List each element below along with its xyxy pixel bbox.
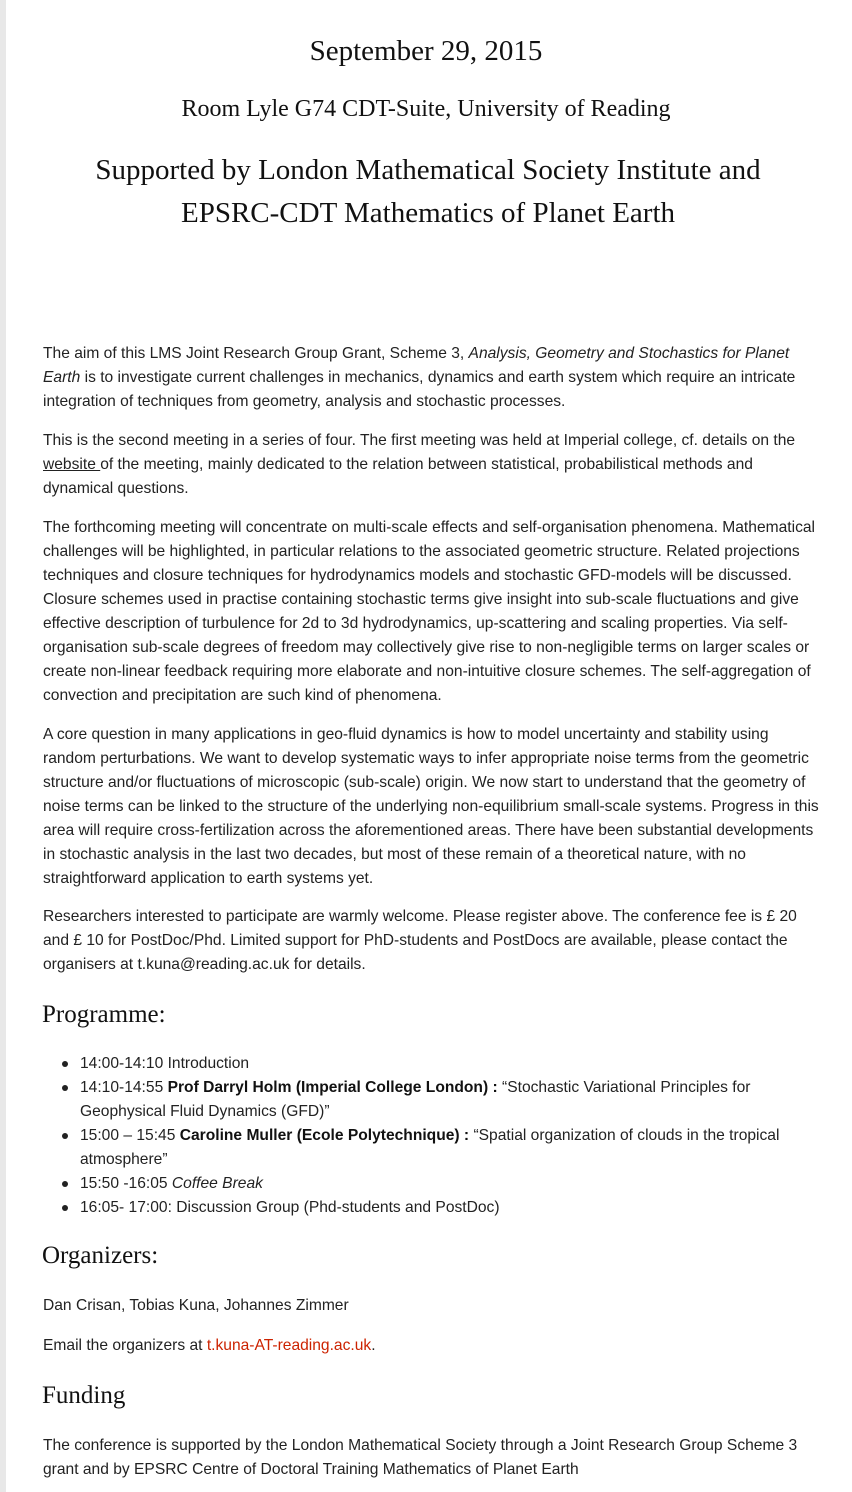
bullet-icon: [62, 1181, 68, 1187]
programme-text: Introduction: [167, 1055, 250, 1072]
programme-item: [43, 1196, 819, 1220]
event-room: Room Lyle G74 CDT-Suite, University of Reading: [181, 96, 671, 122]
website-link[interactable]: website: [43, 456, 101, 473]
programme-time: 15:00 – 15:45: [80, 1127, 180, 1144]
aim-text-start: The aim of this LMS Joint Research Group Grant, Scheme 3,: [43, 345, 469, 362]
programme-time: 16:05- 17:00:: [80, 1199, 177, 1216]
forthcoming-text: The forthcoming meeting will concentrate on multi-scale effects and self-organisation phenomena. Mathematical challenges will be highlighted, in particular relations to the associated geometric structure. Related projections techniques and closure techniques for hydrodynamics models and stochastic GFD-models will be discussed. Closure schemes used in practise containing stochastic terms give insight into sub-scale fluctuations and give effective description of turbulence for 2d to 3d hydrodynamics, up-scattering and scaling properties. Via self-organisation sub-scale degrees of freedom may collectively give rise to non-negligible terms on larger scales or create non-linear feedback requiring more elaborate and non-intuitive closure schemes. The self-aggregation of convection and precipitation are such kind of phenomena.: [43, 519, 816, 704]
email-prefix: Email the organizers at: [43, 1337, 207, 1354]
programme-speaker: Prof Darryl Holm (Imperial College London) :: [167, 1079, 498, 1096]
bullet-icon: [62, 1061, 68, 1067]
grant-title: Analysis, Geometry and Stochastics for Planet Earth: [43, 345, 790, 386]
organizers-names: Dan Crisan, Tobias Kuna, Johannes Zimmer: [43, 1297, 349, 1314]
left-margin-rule: [0, 0, 6, 1492]
intro-paragraph-series: [43, 429, 819, 501]
programme-time: 14:00-14:10: [80, 1055, 168, 1072]
programme-speaker: Caroline Muller (Ecole Polytechnique) :: [179, 1127, 470, 1144]
programme-text: Discussion Group (Phd-students and PostDoc): [176, 1199, 500, 1216]
intro-paragraph-core-question: [43, 723, 819, 891]
support-statement: [50, 149, 806, 235]
funding-text: The conference is supported by the London Mathematical Society through a Joint Research Group Scheme 3 grant and by EPSRC Centre of Doctoral Training Mathematics of Planet Earth: [43, 1437, 798, 1478]
programme-time: 15:50 -16:05: [80, 1175, 172, 1192]
programme-list: [43, 1052, 819, 1220]
intro-paragraph-aim: [43, 342, 819, 414]
intro-paragraph-registration: [43, 905, 819, 977]
support-line-1: Supported by London Mathematical Society Institute and: [95, 154, 761, 186]
programme-item: [43, 1076, 819, 1124]
event-date: September 29, 2015: [309, 35, 543, 67]
email-suffix: .: [371, 1337, 376, 1354]
bullet-icon: [62, 1133, 68, 1139]
programme-item: [43, 1172, 819, 1196]
programme-text: Coffee Break: [171, 1175, 263, 1192]
registration-text: Researchers interested to participate are warmly welcome. Please register above. The conference fee is £ 20 and £ 10 for PostDoc/Phd. Limited support for PhD-students and PostDocs are available, please contact the organisers at t.kuna@reading.ac.uk for details.: [43, 908, 797, 973]
programme-time: 14:10-14:55: [80, 1079, 168, 1096]
series-text-end: of the meeting, mainly dedicated to the relation between statistical, probabilistical methods and dynamical questions.: [43, 456, 753, 497]
bullet-icon: [62, 1205, 68, 1211]
programme-item: [43, 1052, 819, 1076]
programme-text: “Stochastic Variational Principles for Geophysical Fluid Dynamics (GFD)”: [80, 1079, 751, 1120]
funding-heading: Funding: [42, 1382, 126, 1409]
organizers-email-link[interactable]: t.kuna-AT-reading.ac.uk: [206, 1337, 372, 1354]
core-question-text: A core question in many applications in geo-fluid dynamics is how to model uncertainty and stability using random perturbations. We want to develop systematic ways to infer appropriate noise terms from the geometric structure and/or fluctuations of microscopic (sub-scale) origin. We now start to understand that the geometry of noise terms can be linked to the structure of the underlying non-equilibrium small-scale systems. Progress in this area will require cross-fertilization across the aforementioned areas. There have been substantial developments in stochastic analysis in the last two decades, but most of these remain of a theoretical nature, with no straightforward application to earth systems yet.: [43, 726, 819, 887]
support-line-2: EPSRC-CDT Mathematics of Planet Earth: [180, 197, 676, 229]
programme-text: “Spatial organization of clouds in the tropical atmosphere”: [80, 1127, 780, 1168]
intro-paragraph-forthcoming: [43, 516, 819, 708]
organizers-email-line: [43, 1334, 819, 1358]
series-text-start: This is the second meeting in a series of four. The first meeting was held at Imperial college, cf. details on the: [43, 432, 796, 449]
bullet-icon: [62, 1085, 68, 1091]
programme-heading: Programme:: [42, 1001, 166, 1028]
programme-item: [43, 1124, 819, 1172]
organizers-heading: Organizers:: [42, 1242, 159, 1269]
aim-text-end: is to investigate current challenges in mechanics, dynamics and earth system which require an intricate integration of techniques from geometry, analysis and stochastic processes.: [43, 369, 796, 410]
